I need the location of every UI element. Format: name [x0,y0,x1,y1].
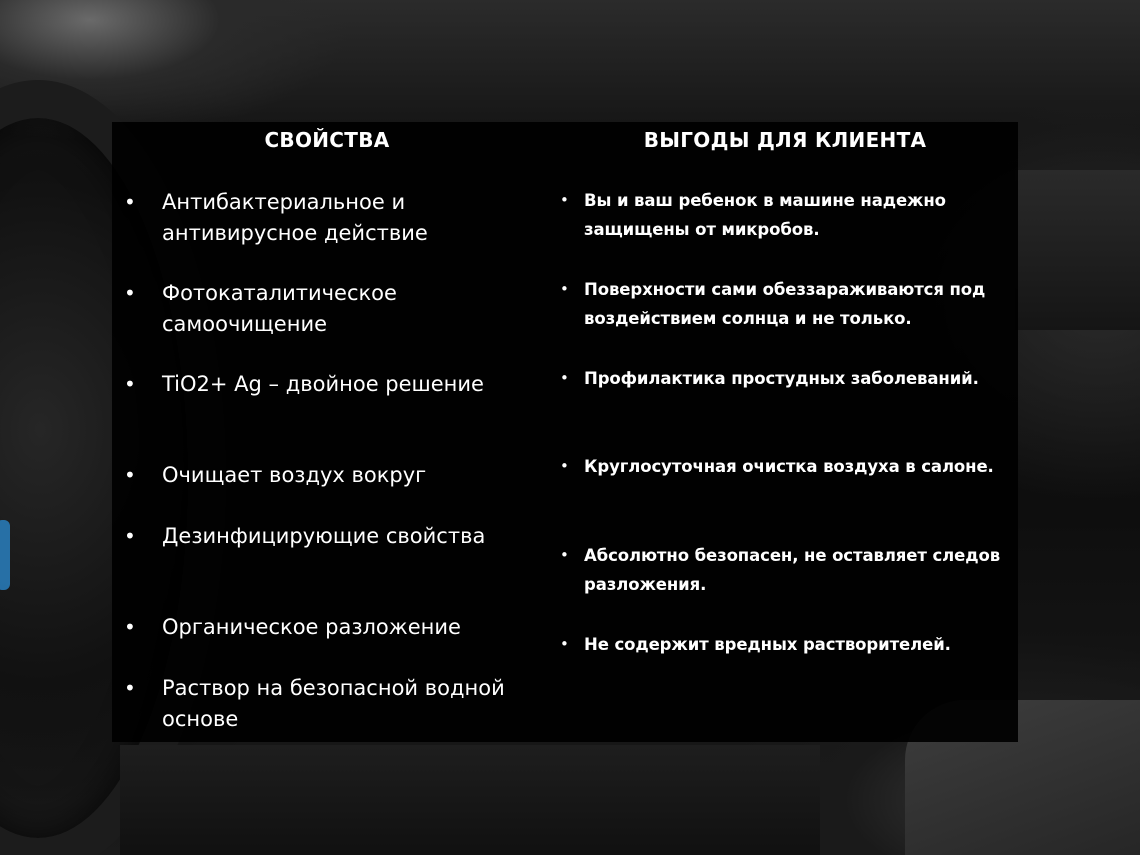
benefits-item-text: Не содержит вредных растворителей. [584,635,951,654]
properties-item-text: Раствор на безопасной водной основе [162,676,505,731]
benefits-item [560,186,1010,244]
properties-item-text: Органическое разложение [162,615,461,639]
benefits-item-text: Поверхности сами обеззараживаются под воздействием солнца и не только. [584,280,986,328]
properties-item [122,369,542,400]
bullet: • [560,457,569,475]
properties-item-text: Фотокаталитическое самоочищение [162,281,397,336]
benefits-item-text: Круглосуточная очистка воздуха в салоне. [584,457,994,476]
benefits-item [560,630,1010,659]
properties-item [122,187,542,249]
bullet: • [124,281,136,305]
properties-item [122,612,542,643]
properties-item [122,521,542,552]
bullet: • [124,615,136,639]
properties-item-text: Очищает воздух вокруг [162,463,427,487]
properties-item-text: Дезинфицирующие свойства [162,524,486,548]
properties-title: СВОЙСТВА [264,128,390,152]
bullet: • [560,635,569,653]
benefits-item [560,541,1010,599]
bullet: • [560,191,569,209]
content-panel [112,122,1018,742]
arm-background [1015,170,1140,330]
bullet: • [124,190,136,214]
benefits-item-text: Вы и ваш ребенок в машине надежно защищены от микробов. [584,191,946,239]
properties-item-text: Антибактериальное и антивирусное действие [162,190,428,245]
steering-wheel-accent [0,520,10,590]
benefits-item [560,452,1010,481]
benefits-item-text: Профилактика простудных заболеваний. [584,369,979,388]
bullet: • [560,546,569,564]
bullet: • [124,524,136,548]
properties-item-text: TiO2+ Ag – двойное решение [162,372,484,396]
dashboard-background [120,745,820,855]
bullet: • [560,280,569,298]
properties-item [122,673,542,735]
benefits-item-text: Абсолютно безопасен, не оставляет следов разложения. [584,546,1001,594]
properties-item [122,460,542,491]
bullet: • [560,369,569,387]
benefits-item [560,364,1010,393]
benefits-title: ВЫГОДЫ ДЛЯ КЛИЕНТА [643,128,927,152]
bullet: • [124,676,136,700]
bullet: • [124,372,136,396]
benefits-item [560,275,1010,333]
properties-item [122,278,542,340]
bullet: • [124,463,136,487]
